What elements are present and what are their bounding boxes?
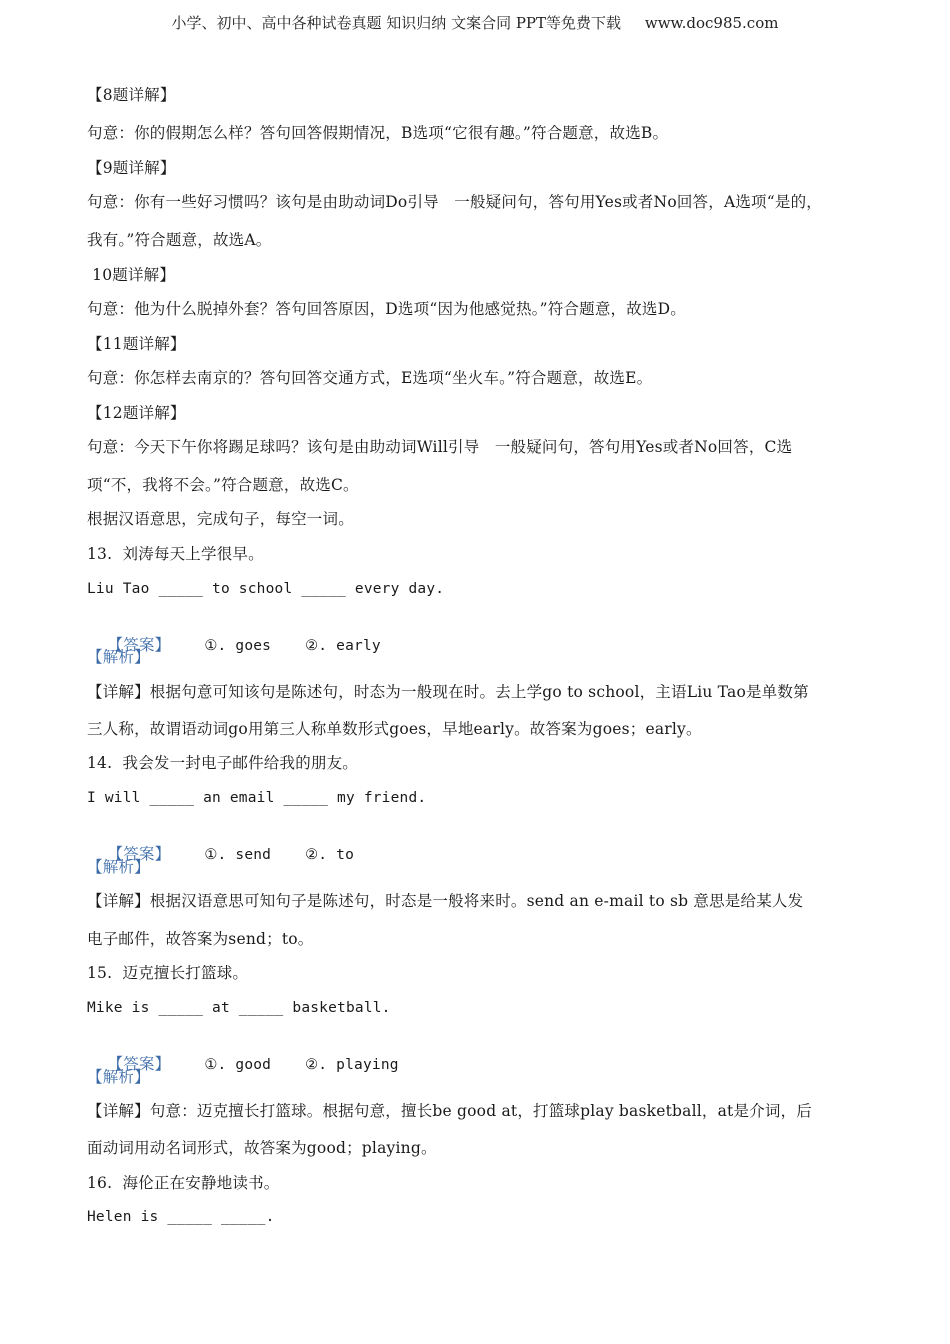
q15-detail-1: 【详解】句意：迈克擅长打篮球。根据句意，擅长be good at，打篮球play basketball，at是介词，后 [87,1102,812,1120]
q15-prompt: 15. 迈克擅长打篮球。 [87,964,249,982]
analysis-tag: 【解析】 [87,648,150,666]
q11-text: 句意：你怎样去南京的？答句回答交通方式，E选项“坐火车。”符合题意，故选E。 [87,369,653,387]
q13-prompt: 13. 刘涛每天上学很早。 [87,545,264,563]
q16-prompt: 16. 海伦正在安静地读书。 [87,1174,280,1192]
q14-sentence: I will _____ an email _____ my friend. [87,790,427,806]
analysis-tag: 【解析】 [87,1068,150,1086]
answer-tag: 【答案】 [107,1055,171,1073]
q14-prompt: 14. 我会发一封电子邮件给我的朋友。 [87,754,359,772]
answer-option-1: ①. good [204,1057,272,1073]
instruction: 根据汉语意思，完成句子，每空一词。 [87,510,354,528]
q14-detail-1: 【详解】根据汉语意思可知句子是陈述句，时态是一般将来时。send an e-mail to sb 意思是给某人发 [87,892,804,910]
q9-title: 【9题详解】 [87,159,176,177]
q9-text-2: 我有。”符合题意，故选A。 [87,231,272,249]
q13-detail-1: 【详解】根据句意可知该句是陈述句，时态为一般现在时。去上学go to school，主语Liu Tao是单数第 [87,683,809,701]
q8-text: 句意：你的假期怎么样？答句回答假期情况，B选项“它很有趣。”符合题意，故选B。 [87,124,669,142]
answer-option-2: ②. playing [305,1057,399,1073]
answer-option-2: ②. to [305,847,355,863]
q9-text-1: 句意：你有一些好习惯吗？该句是由助动词Do引导 一般疑问句，答句用Yes或者No回答，A选项“是的， [87,193,822,211]
q11-title: 【11题详解】 [87,335,186,353]
analysis-tag: 【解析】 [87,858,150,876]
q16-sentence: Helen is _____ _____. [87,1209,275,1225]
answer-tag: 【答案】 [107,845,171,863]
q14-detail-2: 电子邮件，故答案为send；to。 [87,930,314,948]
q8-title: 【8题详解】 [87,86,176,104]
answer-tag: 【答案】 [107,636,171,654]
answer-option-1: ①. goes [204,638,272,654]
q13-detail-2: 三人称，故谓语动词go用第三人称单数形式goes，早地early。故答案为goes；early。 [87,720,702,738]
q12-text-1: 句意：今天下午你将踢足球吗？该句是由助动词Will引导 一般疑问句，答句用Yes或者No回答，C选 [87,438,793,456]
q12-title: 【12题详解】 [87,404,186,422]
answer-option-1: ①. send [204,847,272,863]
q12-text-2: 项“不，我将不会。”符合题意，故选C。 [87,476,359,494]
q10-text: 句意：他为什么脱掉外套？答句回答原因，D选项“因为他感觉热。”符合题意，故选D。 [87,300,686,318]
q13-sentence: Liu Tao _____ to school _____ every day. [87,581,445,597]
page-header: 小学、初中、高中各种试卷真题 知识归纳 文案合同 PPT等免费下载 www.doc985.com [171,14,779,32]
q10-title: 10题详解】 [87,266,176,284]
answer-option-2: ②. early [305,638,381,654]
q15-sentence: Mike is _____ at _____ basketball. [87,1000,391,1016]
q15-detail-2: 面动词用动名词形式，故答案为good；playing。 [87,1139,437,1157]
